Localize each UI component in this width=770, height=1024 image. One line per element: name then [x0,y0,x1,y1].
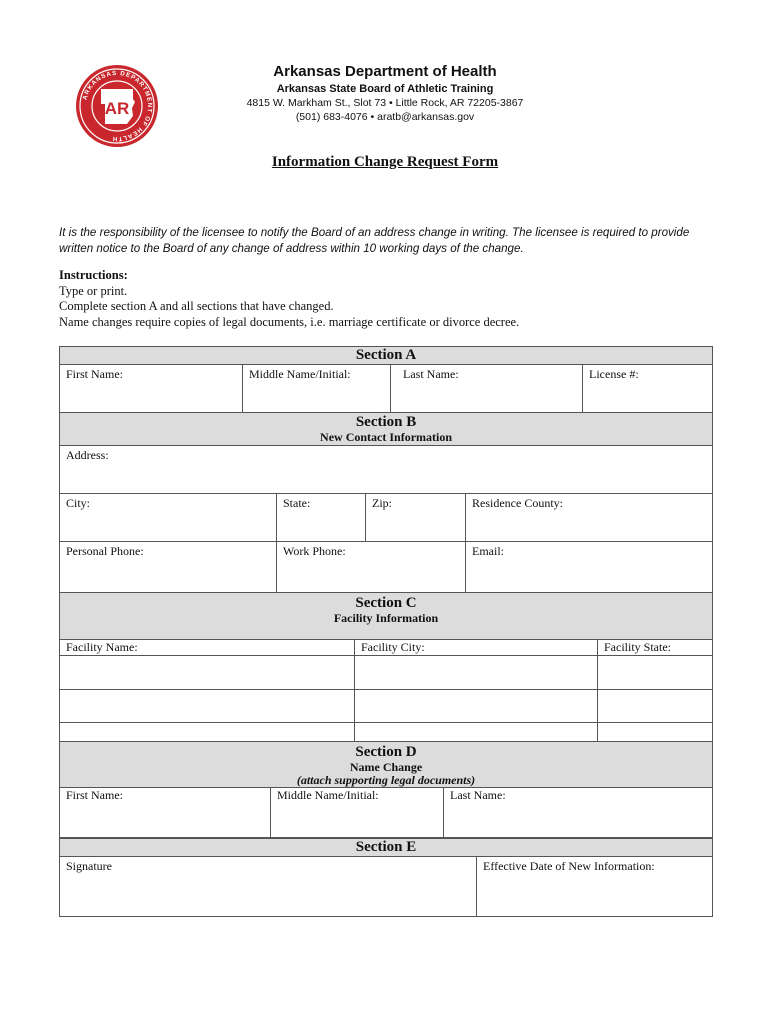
facility-state-header [598,640,713,656]
first-name-field[interactable] [60,365,243,413]
effective-date-field[interactable] [477,857,713,917]
board-contact: (501) 683-4076 • aratb@arkansas.gov [295,111,475,123]
signature-label: Signature [66,859,112,873]
section-d-note: (attach supporting legal documents) [296,773,476,787]
facility-city-label: Facility City: [361,640,425,654]
email-label: Email: [472,544,504,558]
license-number-label: License #: [589,367,639,381]
new-first-name-label: First Name: [66,788,123,802]
email-field[interactable] [466,542,713,593]
facility-state-input[interactable] [598,690,713,723]
facility-name-input[interactable] [60,656,355,690]
middle-name-label: Middle Name/Initial: [249,367,351,381]
intro-paragraph: It is the responsibility of the licensee to notify the Board of an address change in writing. The licensee is required to provide written notice to the Board of any change of address within 10 working days of the change. [59,226,690,255]
section-e-title: Section E [355,839,417,855]
board-address: 4815 W. Markham St., Slot 73 • Little Rock, AR 72205-3867 [246,97,524,109]
section-d-header [60,742,713,788]
personal-phone-field[interactable] [60,542,277,593]
section-a-table [59,346,713,413]
section-c-subtitle: Facility Information [333,611,439,625]
board-name: Arkansas State Board of Athletic Training [276,83,494,95]
section-e-table [59,838,713,917]
state-label: State: [283,496,311,510]
last-name-field[interactable] [391,365,583,413]
facility-city-header [355,640,598,656]
work-phone-label: Work Phone: [283,544,346,558]
section-c-title: Section C [355,595,417,611]
section-d-subtitle: Name Change [349,760,423,774]
section-a-header [60,347,713,365]
residence-county-field[interactable] [466,494,713,542]
middle-name-field[interactable] [243,365,391,413]
new-middle-name-label: Middle Name/Initial: [277,788,379,802]
facility-name-header [60,640,355,656]
section-d-table [59,741,713,838]
section-c-header [60,593,713,640]
license-number-field[interactable] [583,365,713,413]
address-field[interactable] [60,446,713,494]
section-d-title: Section D [355,744,417,760]
section-e-header [60,839,713,857]
new-last-name-field[interactable] [444,788,713,838]
instruction-line: Type or print. [59,283,128,298]
instruction-line: Name changes require copies of legal documents, i.e. marriage certificate or divorce decree. [59,314,520,329]
signature-field[interactable] [60,857,477,917]
facility-state-label: Facility State: [604,640,671,654]
work-phone-field[interactable] [277,542,466,593]
facility-city-input[interactable] [355,690,598,723]
state-field[interactable] [277,494,366,542]
new-middle-name-field[interactable] [271,788,444,838]
department-title: Arkansas Department of Health [273,63,497,80]
facility-name-label: Facility Name: [66,640,138,654]
section-b-title: Section B [355,414,417,430]
zip-label: Zip: [372,496,392,510]
city-label: City: [66,496,91,510]
personal-phone-label: Personal Phone: [66,544,144,558]
new-last-name-label: Last Name: [450,788,506,802]
instructions-block [59,268,519,330]
section-c-table [59,592,713,756]
form-title: Information Change Request Form [271,154,499,170]
section-b-subtitle: New Contact Information [320,430,453,444]
facility-city-input[interactable] [355,656,598,690]
facility-name-input[interactable] [60,690,355,723]
residence-county-label: Residence County: [472,496,563,510]
facility-state-input[interactable] [598,656,713,690]
zip-field[interactable] [366,494,466,542]
instruction-line: Complete section A and all sections that have changed. [59,299,334,313]
city-field[interactable] [60,494,277,542]
first-name-label: First Name: [66,367,123,381]
last-name-label: Last Name: [403,367,459,381]
svg-text:ARKANSAS DEPARTMENT OF HEALTH: ARKANSAS DEPARTMENT OF HEALTH [81,69,154,143]
section-b-table [59,412,713,593]
address-label: Address: [66,448,109,462]
section-a-title: Section A [355,347,417,363]
section-b-header [60,413,713,446]
new-first-name-field[interactable] [60,788,271,838]
effective-date-label: Effective Date of New Information: [483,859,655,873]
instructions-heading: Instructions: [59,268,128,282]
svg-text:AR: AR [104,99,130,118]
